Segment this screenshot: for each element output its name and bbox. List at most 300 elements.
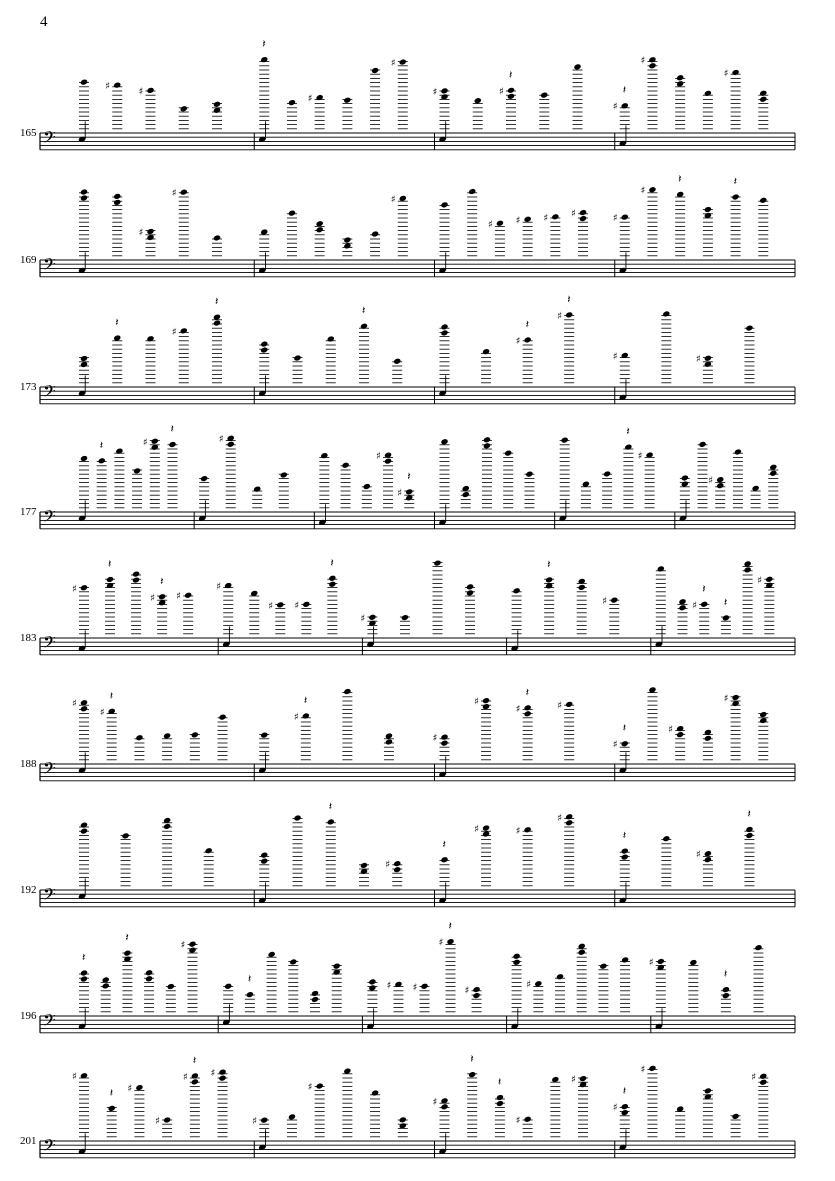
sharp-icon: ♯ [386,980,392,992]
note-head [524,216,532,223]
note-head [473,992,481,999]
sharp-icon: ♯ [612,351,618,363]
note-head [360,323,368,330]
staff-system [0,669,835,789]
staff-system [0,1046,835,1166]
rest-icon: 𝄽 [407,469,411,483]
note-head [168,441,176,448]
note-head [466,589,474,596]
rest-icon: 𝄽 [330,556,334,570]
sharp-icon: ♯ [385,859,391,871]
note-head [496,1100,504,1107]
sharp-icon: ♯ [397,487,403,499]
rest-icon: 𝄽 [622,829,627,843]
sharp-icon: ♯ [307,93,313,105]
note-head [113,193,121,200]
note-head [716,482,724,489]
note-head [163,732,171,739]
note-head [524,336,532,343]
sharp-icon: ♯ [571,1074,576,1086]
note-head [343,97,351,104]
rest-icon: 𝄽 [215,295,219,309]
staff-svg [0,292,835,412]
sharp-icon: ♯ [612,1102,618,1114]
note-head [320,452,328,459]
sharp-icon: ♯ [432,86,438,98]
staff-svg [0,543,835,663]
note-head [343,688,351,695]
note-head [676,74,684,81]
note-head [371,230,379,237]
note-head [551,213,559,220]
sharp-icon: ♯ [487,219,493,231]
note-head [704,355,712,362]
note-head [525,471,533,478]
note-head [621,102,629,109]
note-head [759,197,767,204]
sharp-icon: ♯ [307,1082,313,1094]
note-head [482,348,490,355]
note-head [167,983,175,990]
note-head [700,601,708,608]
note-head [253,486,261,493]
note-head [145,975,153,982]
note-head [224,983,232,990]
sharp-icon: ♯ [708,475,714,487]
bass-clef: 𝄢 [43,127,56,151]
note-head [496,1094,504,1101]
sharp-icon: ♯ [692,600,698,612]
bass-clef: 𝄢 [43,381,56,405]
note-head [648,186,656,193]
note-head [80,355,88,362]
note-head [145,969,153,976]
sharp-icon: ♯ [515,335,521,347]
note-head [440,438,448,445]
staff-svg [0,795,835,915]
note-head [311,990,319,997]
note-head [769,470,777,477]
note-head [360,862,368,869]
note-head [524,710,532,717]
sharp-icon: ♯ [602,596,608,608]
note-head [648,1065,656,1072]
note-head [579,1075,587,1082]
note-head [734,448,742,455]
measure-number: 169 [20,254,37,266]
note-head [440,740,448,747]
note-head [260,858,268,865]
note-head [213,234,221,241]
note-head [732,1113,740,1120]
note-head [108,1105,116,1112]
sharp-icon: ♯ [612,213,618,225]
sharp-icon: ♯ [138,86,144,98]
note-head [676,731,684,738]
note-head [163,1116,171,1123]
rest-icon: 𝄽 [442,837,446,851]
sharp-icon: ♯ [210,1068,216,1080]
note-head [288,1113,296,1120]
rest-icon: 𝄽 [622,83,627,97]
note-head [316,226,324,233]
rest-icon: 𝄽 [678,172,682,186]
note-head [184,592,192,599]
rest-icon: 𝄽 [509,68,513,82]
note-head [102,982,110,989]
note-head [433,560,441,567]
note-head [132,571,140,578]
sharp-icon: ♯ [376,451,381,463]
note-head [327,818,335,825]
sharp-icon: ♯ [723,68,729,80]
sharp-icon: ♯ [142,437,148,449]
note-head [621,1103,629,1110]
sharp-icon: ♯ [390,58,396,70]
note-head [327,335,335,342]
note-head [113,82,121,89]
note-head [759,711,767,718]
measure-number: 173 [20,381,37,393]
note-head [565,819,573,826]
rest-icon: 𝄽 [328,799,333,813]
sharp-icon: ♯ [557,310,563,322]
note-head [513,959,521,966]
sharp-icon: ♯ [515,825,521,837]
measure-number: 196 [20,1010,37,1022]
note-head [393,866,401,873]
note-head [213,320,221,327]
sharp-icon: ♯ [72,1071,77,1083]
note-head [302,712,310,719]
note-head [621,214,629,221]
note-head [468,188,476,195]
note-head [722,992,730,999]
staff-system [0,292,835,412]
measure-number: 201 [20,1135,37,1147]
rest-icon: 𝄽 [115,315,119,329]
note-head [722,614,730,621]
sharp-icon: ♯ [637,451,643,463]
note-head [578,949,586,956]
note-head [260,341,268,348]
note-head [280,471,288,478]
note-head [180,189,188,196]
sharp-icon: ♯ [571,208,576,220]
note-head [106,576,114,583]
note-head [534,980,542,987]
note-head [393,358,401,365]
note-head [80,195,88,202]
sharp-icon: ♯ [105,81,111,93]
rest-icon: 𝄽 [170,422,174,436]
note-head [704,856,712,863]
note-head [716,476,724,483]
note-head [393,860,401,867]
note-head [678,604,686,611]
note-head [732,694,740,701]
bass-clef: 𝄢 [43,1135,56,1159]
note-head [80,455,88,462]
note-head [440,201,448,208]
note-head [333,963,341,970]
rest-icon: 𝄽 [99,438,104,452]
staff-svg [0,669,835,789]
bass-clef: 𝄢 [43,1010,56,1034]
note-head [302,601,310,608]
note-head [524,1116,532,1123]
note-head [218,1075,226,1082]
note-head [681,474,689,481]
note-head [722,986,730,993]
sharp-icon: ♯ [640,55,646,67]
note-head [188,941,196,948]
note-head [759,1079,767,1086]
bass-clef: 𝄢 [43,254,56,278]
note-head [440,329,448,336]
note-head [524,704,532,711]
note-head [624,444,632,451]
note-head [474,97,482,104]
bass-clef: 𝄢 [43,758,56,782]
note-head [565,311,573,318]
note-head [507,93,515,100]
sharp-icon: ♯ [72,583,77,595]
note-head [260,852,268,859]
note-head [621,1109,629,1116]
note-head [293,355,301,362]
sharp-icon: ♯ [360,613,366,625]
sharp-icon: ♯ [543,212,549,224]
note-head [399,1116,407,1123]
rest-icon: 𝄽 [109,1086,114,1100]
sharp-icon: ♯ [171,188,177,200]
staff-svg [0,38,835,158]
note-head [482,697,490,704]
staff-system [0,38,835,158]
sharp-icon: ♯ [127,1083,133,1095]
note-head [80,705,88,712]
sharp-icon: ♯ [751,1072,757,1084]
rest-icon: 𝄽 [626,425,630,439]
sharp-icon: ♯ [155,1115,160,1127]
note-head [316,1083,324,1090]
note-head [289,958,297,965]
staff-svg [0,165,835,285]
sharp-icon: ♯ [294,600,300,612]
note-head [200,475,208,482]
rest-icon: 𝄽 [303,693,308,707]
note-head [621,848,629,855]
rest-icon: 𝄽 [497,1075,502,1089]
note-head [732,69,740,76]
note-head [621,854,629,861]
note-head [754,944,762,951]
rest-icon: 𝄽 [125,931,129,945]
note-head [662,835,670,842]
rest-icon: 𝄽 [109,689,114,703]
note-head [158,593,166,600]
sharp-icon: ♯ [99,707,105,719]
sharp-icon: ♯ [695,849,701,861]
note-head [363,483,371,490]
note-head [80,969,88,976]
sharp-icon: ♯ [474,824,479,836]
rest-icon: 𝄽 [470,1052,474,1066]
bass-clef: 𝄢 [43,632,56,656]
note-head [288,99,296,106]
sharp-icon: ♯ [723,693,729,705]
staff-system [0,165,835,285]
note-head [603,470,611,477]
note-head [80,189,88,196]
note-head [578,578,586,585]
note-head [578,584,586,591]
note-head [513,953,521,960]
note-head [151,438,159,445]
note-head [371,1089,379,1096]
note-head [704,206,712,213]
sharp-icon: ♯ [526,979,532,991]
staff-system [0,543,835,663]
note-head [80,975,88,982]
note-head [385,738,393,745]
note-head [135,734,143,741]
sharp-icon: ♯ [640,185,646,197]
sharp-icon: ♯ [171,326,177,338]
rest-icon: 𝄽 [192,1053,197,1067]
note-head [133,467,141,474]
rest-icon: 𝄽 [702,582,706,596]
note-head [368,614,376,621]
note-head [123,950,131,957]
rest-icon: 𝄽 [547,557,551,571]
note-head [440,87,448,94]
measure-number: 188 [20,758,37,770]
sharp-icon: ♯ [474,696,479,708]
note-head [704,90,712,97]
note-head [698,441,706,448]
note-head [482,824,490,831]
bass-clef: 𝄢 [43,884,56,908]
sharp-icon: ♯ [150,592,155,604]
note-head [180,327,188,334]
note-head [745,826,753,833]
rest-icon: 𝄽 [747,807,751,821]
note-head [440,856,448,863]
sharp-icon: ♯ [499,86,504,98]
sharp-icon: ♯ [640,1064,646,1076]
page-number: 4 [40,14,48,30]
rest-icon: 𝄽 [567,292,571,306]
bass-clef: 𝄢 [43,506,56,530]
note-head [599,963,607,970]
sharp-icon: ♯ [648,957,654,969]
note-head [573,63,581,70]
note-head [191,1078,199,1085]
note-head [132,577,140,584]
sharp-icon: ♯ [432,733,438,745]
rest-icon: 𝄽 [733,174,737,188]
note-head [657,958,665,965]
note-head [260,732,268,739]
staff-system [0,795,835,915]
note-head [440,734,448,741]
sharp-icon: ♯ [464,985,470,997]
rest-icon: 𝄽 [160,574,164,588]
note-head [328,581,336,588]
note-head [384,458,392,465]
note-head [524,826,532,833]
note-head [744,566,752,573]
sharp-icon: ♯ [757,575,763,587]
note-head [676,725,684,732]
measure-number: 177 [20,506,37,518]
sharp-icon: ♯ [515,1115,521,1127]
measure-number: 165 [20,127,37,139]
rest-icon: 𝄽 [622,1084,627,1098]
note-head [565,701,573,708]
note-head [462,491,470,498]
sharp-icon: ♯ [557,812,563,824]
note-head [342,462,350,469]
note-head [368,978,376,985]
sharp-icon: ♯ [72,698,77,710]
note-head [446,938,454,945]
sharp-icon: ♯ [216,581,222,593]
staff-svg [0,1046,835,1166]
note-head [188,947,196,954]
note-head [579,209,587,216]
sharp-icon: ♯ [515,215,521,227]
rest-icon: 𝄽 [525,685,529,699]
note-head [662,310,670,317]
note-head [513,587,521,594]
sharp-icon: ♯ [515,703,521,715]
note-head [316,94,324,101]
note-head [483,442,491,449]
sharp-icon: ♯ [412,982,418,994]
note-head [276,601,284,608]
note-head [135,1084,143,1091]
rest-icon: 𝄽 [247,972,252,986]
note-head [260,1117,268,1124]
note-head [80,828,88,835]
note-head [545,576,553,583]
note-head [556,973,564,980]
note-head [113,199,121,206]
note-head [246,991,254,998]
rest-icon: 𝄽 [622,721,627,735]
note-head [368,984,376,991]
sharp-icon: ♯ [668,724,674,736]
note-head [561,437,569,444]
note-head [745,832,753,839]
note-head [440,1103,448,1110]
note-head [466,583,474,590]
staff-svg [0,417,835,537]
note-head [163,823,171,830]
measure-number: 183 [20,632,37,644]
note-head [146,87,154,94]
sharp-icon: ♯ [218,434,224,446]
note-head [648,56,656,63]
note-head [311,996,319,1003]
sharp-icon: ♯ [293,711,299,723]
rest-icon: 𝄽 [448,919,452,933]
sharp-icon: ♯ [182,1071,188,1083]
note-head [80,79,88,86]
